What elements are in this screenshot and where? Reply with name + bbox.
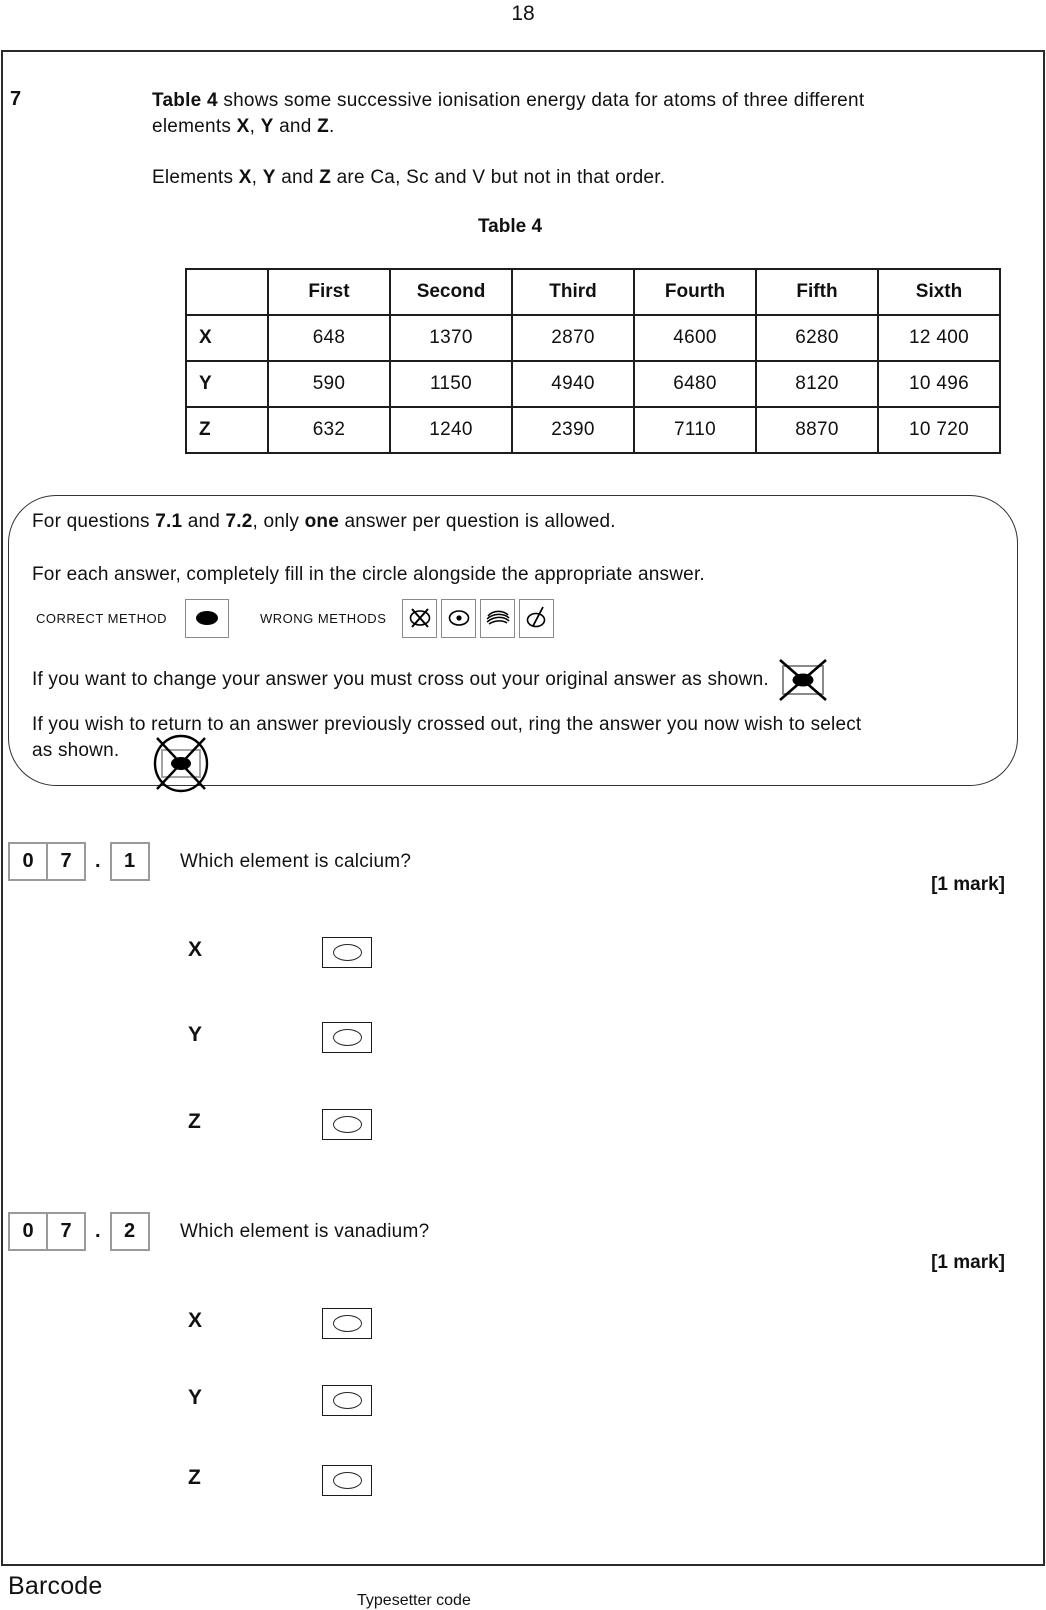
answer-oval [333, 1029, 362, 1046]
table4-ref: Table 4 [152, 90, 218, 111]
option-label-z: Z [188, 1466, 201, 1489]
table-header: Fourth [634, 269, 756, 315]
answer-box-7-2-y[interactable] [322, 1385, 372, 1416]
digit-box: 2 [110, 1212, 150, 1251]
table-cell: 6480 [634, 361, 756, 407]
answer-box-7-2-z[interactable] [322, 1465, 372, 1496]
table-header: First [268, 269, 390, 315]
wrong-method-examples [402, 599, 554, 638]
table-row [186, 361, 1000, 407]
table-cell: 632 [268, 407, 390, 453]
table-cell: 10 720 [878, 407, 1000, 453]
question-7-2-text: Which element is vanadium? [180, 1221, 430, 1242]
question-id-7-1 [8, 842, 150, 881]
table-cell: 8120 [756, 361, 878, 407]
answer-box-7-2-x[interactable] [322, 1308, 372, 1339]
digit-box: 7 [46, 1212, 86, 1251]
table-cell: 648 [268, 315, 390, 361]
question-number: 7 [10, 88, 22, 110]
digit-box: 0 [8, 842, 48, 881]
option-label-x: X [188, 1309, 203, 1332]
correct-method-label: CORRECT METHOD [36, 610, 167, 626]
return-answer-line-1: If you wish to return to an answer previously crossed out, ring the answer you now wish to select [32, 714, 862, 735]
question-number-boxes [8, 1212, 86, 1251]
table-cell: 8870 [756, 407, 878, 453]
elements-statement: Elements X, Y and Z are Ca, Sc and V but not in that order. [152, 167, 666, 188]
table-cell: 1370 [390, 315, 512, 361]
answer-oval [333, 1315, 362, 1332]
option-label-z: Z [188, 1110, 201, 1133]
table-cell: 12 400 [878, 315, 1000, 361]
table-header: Second [390, 269, 512, 315]
table-cell: 4600 [634, 315, 756, 361]
question-7-2-marks: [1 mark] [931, 1252, 1005, 1273]
scribbled-circle-icon [485, 606, 511, 630]
row-label: Z [186, 407, 268, 453]
table-cell: 7110 [634, 407, 756, 453]
option-label-y: Y [188, 1023, 203, 1046]
table-cell: 2390 [512, 407, 634, 453]
table-header-row [186, 269, 1000, 315]
return-answer-line-2: as shown. [32, 740, 120, 761]
answer-oval [333, 944, 362, 961]
answer-box-7-1-x[interactable] [322, 937, 372, 968]
question-7-1-marks: [1 mark] [931, 874, 1005, 895]
digit-box: 1 [110, 842, 150, 881]
wrong-method-example [402, 599, 437, 638]
table-row [186, 407, 1000, 453]
table-header: Sixth [878, 269, 1000, 315]
dotted-circle-icon [447, 606, 471, 630]
digit-box: 7 [46, 842, 86, 881]
row-label: Y [186, 361, 268, 407]
table-cell: 1240 [390, 407, 512, 453]
answer-box-7-1-z[interactable] [322, 1109, 372, 1140]
ticked-circle-icon [525, 605, 549, 631]
table-cell: 10 496 [878, 361, 1000, 407]
page-number: 18 [511, 2, 535, 25]
table-header: Fifth [756, 269, 878, 315]
crossed-out-answer-icon [779, 659, 827, 701]
crossed-circle-icon [408, 606, 432, 630]
table-row [186, 315, 1000, 361]
option-label-y: Y [188, 1386, 203, 1409]
question-intro-line2: elements X, Y and Z. [152, 116, 335, 137]
question-7-1-text: Which element is calcium? [180, 851, 412, 872]
digit-box: 0 [8, 1212, 48, 1251]
table-cell: 2870 [512, 315, 634, 361]
table-header: Third [512, 269, 634, 315]
answer-oval [333, 1116, 362, 1133]
instruction-line-2: For each answer, completely fill in the circle alongside the appropriate answer. [32, 564, 705, 585]
question-intro-line1: Table 4 shows some successive ionisation energy data for atoms of three different [152, 90, 865, 111]
filled-oval-icon [194, 610, 220, 626]
wrong-method-example [519, 599, 554, 638]
ringed-answer-icon [149, 734, 213, 794]
row-label: X [186, 315, 268, 361]
ionisation-energy-table [185, 268, 1001, 454]
question-number-boxes [8, 842, 86, 881]
question-id-7-2 [8, 1212, 150, 1251]
instruction-line-1: For questions 7.1 and 7.2, only one answer per question is allowed. [32, 511, 616, 532]
table-title: Table 4 [477, 216, 543, 237]
wrong-method-example [480, 599, 515, 638]
table-cell: 590 [268, 361, 390, 407]
digit-separator: . [95, 1220, 101, 1242]
table-cell: 4940 [512, 361, 634, 407]
typesetter-code-label: Typesetter code [357, 1592, 471, 1609]
answer-oval [333, 1472, 362, 1489]
change-answer-line: If you want to change your answer you must cross out your original answer as shown. [32, 659, 827, 701]
answer-instructions-box [8, 495, 1018, 786]
table-cell: 6280 [756, 315, 878, 361]
table-corner-cell [186, 269, 268, 315]
option-label-x: X [188, 938, 203, 961]
method-examples-row [36, 598, 554, 638]
barcode-label: Barcode [8, 1572, 103, 1600]
wrong-methods-label: WRONG METHODS [259, 610, 387, 626]
digit-separator: . [95, 850, 101, 872]
answer-box-7-1-y[interactable] [322, 1022, 372, 1053]
table-cell: 1150 [390, 361, 512, 407]
correct-method-example [185, 599, 229, 638]
wrong-method-example [441, 599, 476, 638]
answer-oval [333, 1392, 362, 1409]
